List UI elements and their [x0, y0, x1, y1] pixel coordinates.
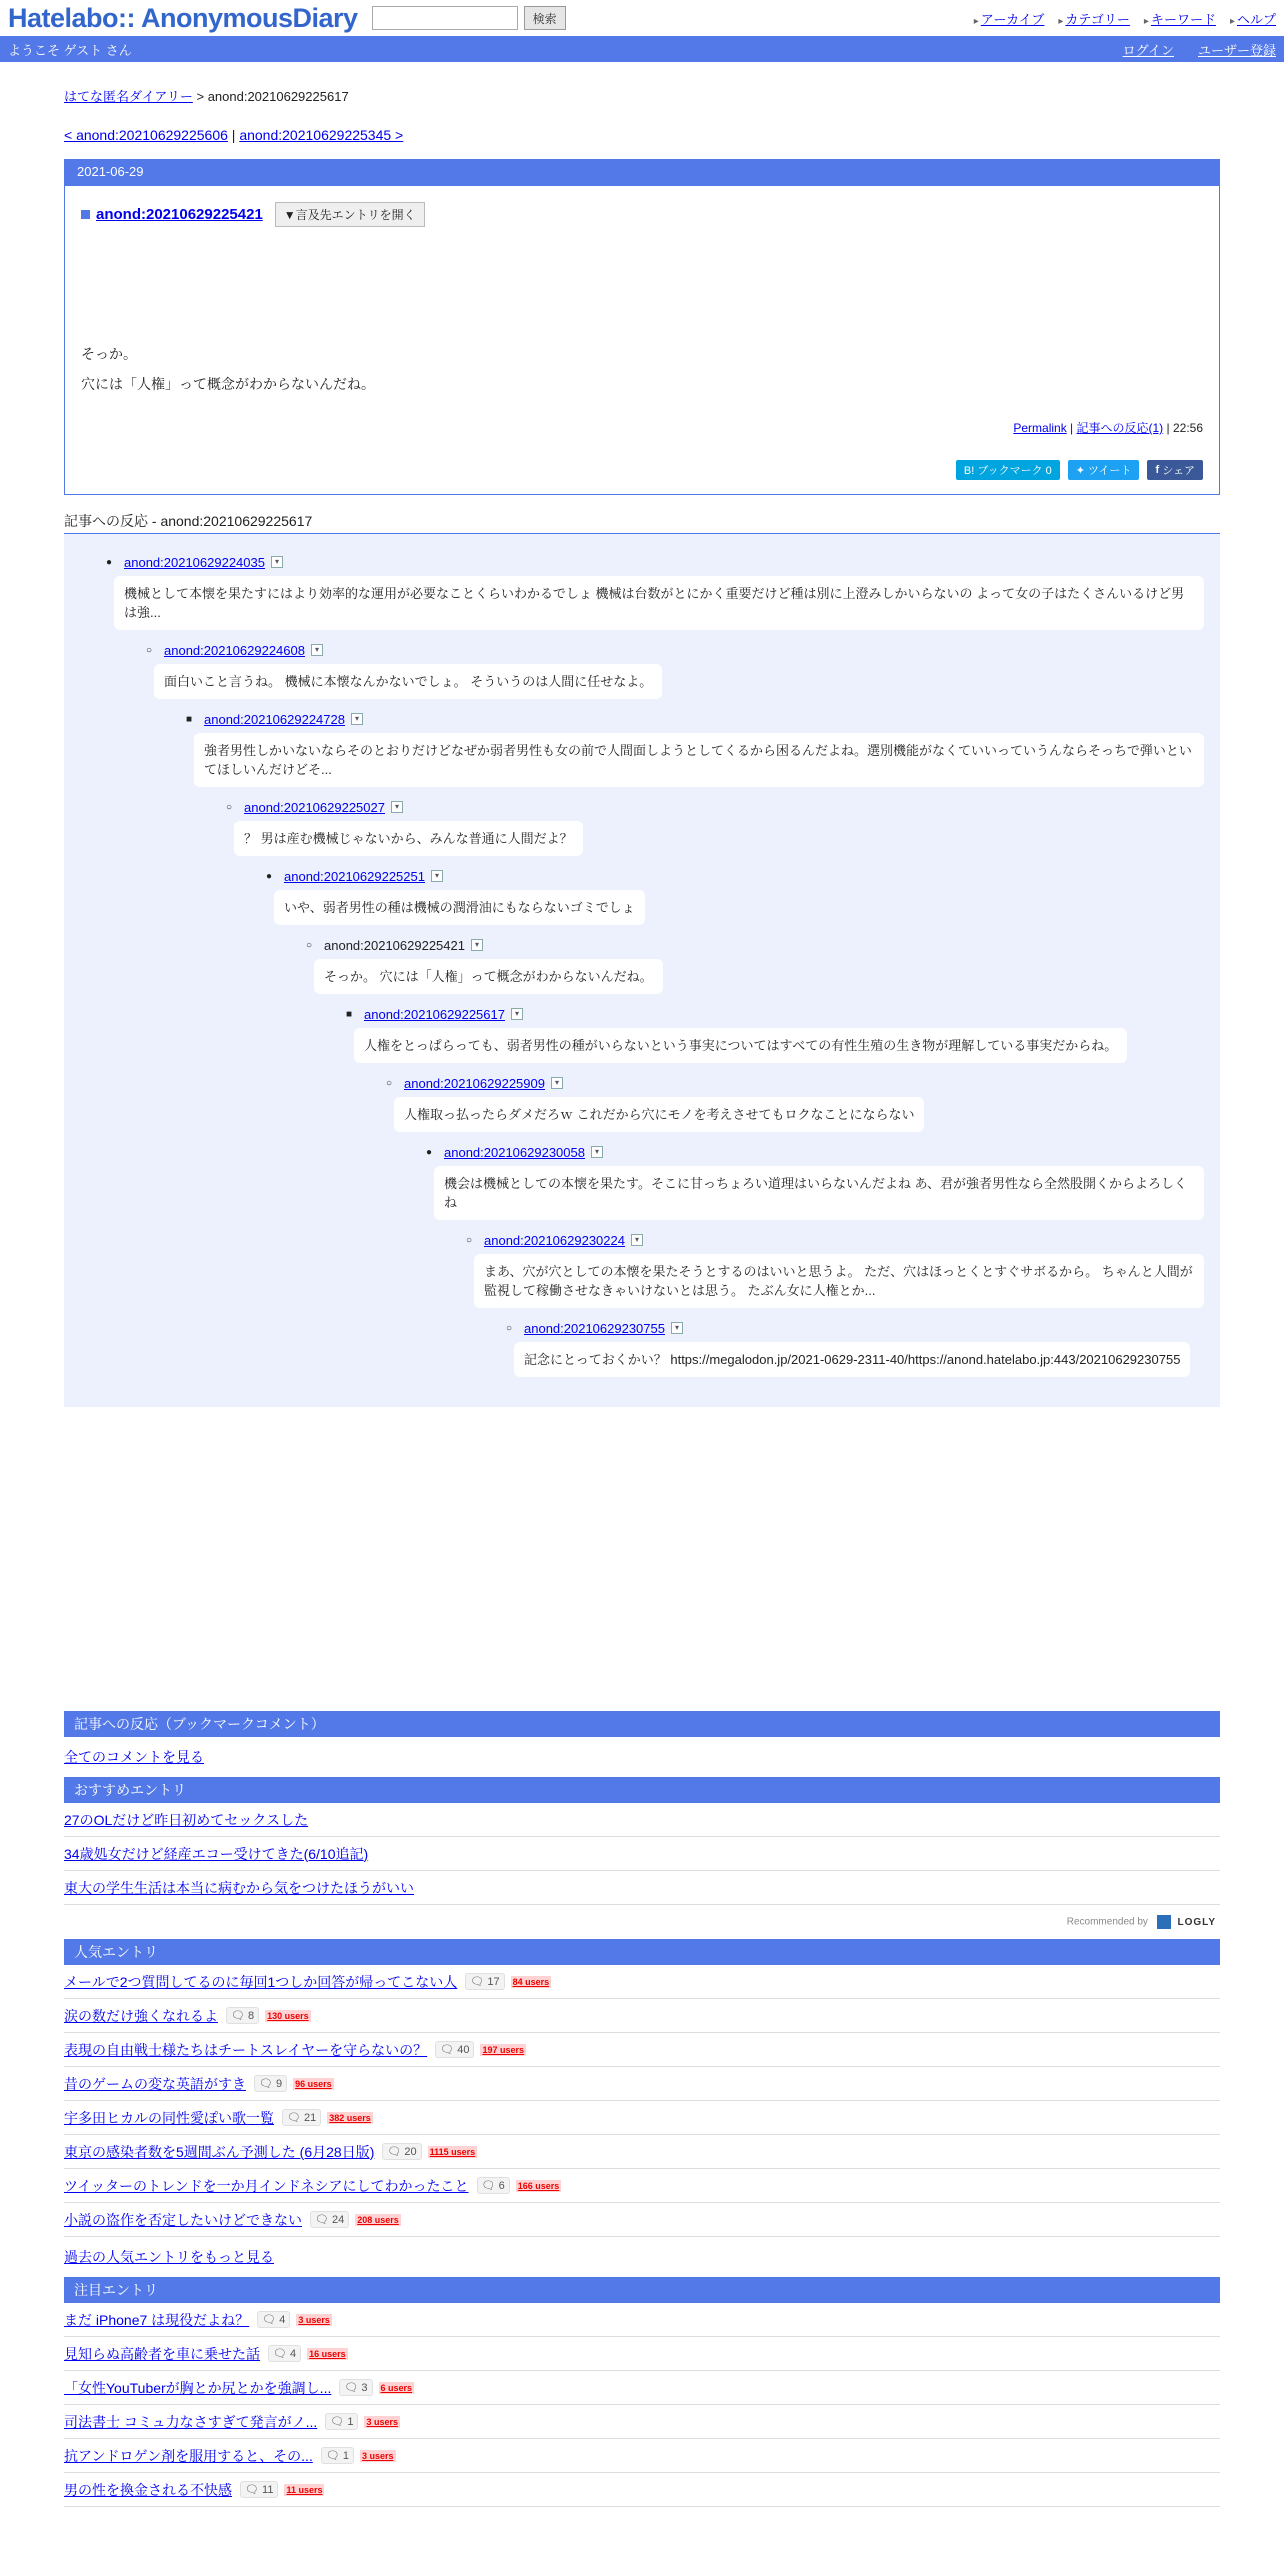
list-item	[64, 2169, 1220, 2203]
top-bar	[0, 0, 1284, 36]
expand-toggle-icon[interactable]: ▾	[471, 939, 483, 951]
search-input[interactable]	[372, 6, 518, 30]
comment-count-value: 24	[332, 2214, 345, 2226]
comment-icon: 🗨	[387, 2146, 405, 2158]
logly-credit	[64, 1905, 1220, 1939]
list-item	[64, 2371, 1220, 2405]
comment-icon: 🗨	[287, 2112, 305, 2124]
nav-keyword-link[interactable]: ▸ キーワード	[1144, 9, 1216, 28]
comment-count[interactable]	[465, 1973, 504, 1990]
comment-count[interactable]	[435, 2041, 474, 2058]
pager-separator: |	[231, 127, 236, 143]
comment-icon: 🗨	[273, 2348, 291, 2360]
bullet-icon: ○	[225, 801, 233, 813]
reply-id[interactable]: anond:20210629224728	[204, 711, 345, 727]
reply-text: まあ、穴が穴としての本懐を果たそうとするのはいいと思うよ。 ただ、穴はほっとくとすぐサボるから。 ちゃんと人間が監視して稼働させなきゃいけないとは思う。 たぶん女に人権とか...	[474, 1254, 1204, 1308]
bookmark-users-badge[interactable]: 166 users	[517, 2180, 560, 2191]
reply-text: 人権をとっぱらっても、弱者男性の種がいらないという事実についてはすべての有性生殖の生き物が理解している事実だからね。	[354, 1028, 1127, 1063]
entry-body	[81, 339, 1203, 399]
comment-count[interactable]	[257, 2311, 290, 2328]
popular-entry-link[interactable]: 涙の数だけ強くなれるよ	[64, 2007, 218, 2024]
welcome-text: ようこそ ゲスト さん	[8, 42, 132, 58]
search-button[interactable]: 検索	[524, 6, 566, 30]
next-entry-link[interactable]: anond:20210629225345 >	[239, 127, 404, 143]
list-item	[64, 2439, 1220, 2473]
bullet-icon: ○	[145, 644, 153, 656]
comment-count[interactable]	[254, 2075, 287, 2092]
refs-title: 記事への反応 - anond:20210629225617	[64, 511, 1220, 534]
comment-count-value: 11	[262, 2484, 274, 2496]
list-item	[64, 2101, 1220, 2135]
list-item	[64, 2405, 1220, 2439]
expand-toggle-icon[interactable]: ▾	[351, 713, 363, 725]
pager	[64, 127, 1220, 143]
reply-node	[64, 636, 1220, 705]
attention-entry-link[interactable]: 抗アンドロゲン剤を服用すると、その...	[64, 2447, 313, 2464]
bullet-icon: ○	[305, 939, 313, 951]
reply-node	[64, 862, 1220, 931]
breadcrumb	[64, 86, 1220, 105]
reply-node	[64, 1226, 1220, 1314]
reply-node	[64, 1138, 1220, 1226]
bookmark-users-badge[interactable]: 6 users	[380, 2382, 413, 2393]
attention-entry-link[interactable]: まだ iPhone7 は現役だよね？	[64, 2311, 250, 2328]
expand-toggle-icon[interactable]: ▾	[631, 1234, 643, 1246]
list-item	[64, 2067, 1220, 2101]
comment-icon: 🗨	[481, 2180, 499, 2192]
reply-text: 強者男性しかいないならそのとおりだけどなぜか弱者男性も女の前で人間面しようとしてくるから困るんだよね。選別機能がなくていいっていうんならそっちで弾いといてほしいんだけどそ...	[194, 733, 1204, 787]
popular-more-link[interactable]: 過去の人気エントリをもっと見る	[64, 2249, 274, 2265]
share-buttons	[81, 460, 1203, 480]
comment-count-value: 21	[304, 2112, 317, 2124]
list-item	[64, 2473, 1220, 2507]
reactions-link[interactable]: 記事への反応(1)	[1076, 421, 1164, 435]
reply-id[interactable]: anond:20210629225617	[364, 1006, 505, 1022]
reply-text: ？ 男は産む機械じゃないから、みんな普通に人間だよ？	[234, 821, 583, 856]
bookmark-users-badge[interactable]: 3 users	[366, 2416, 398, 2427]
bookmark-users-badge[interactable]: 11 users	[286, 2484, 323, 2495]
bookmark-users-badge[interactable]: 96 users	[295, 2078, 332, 2089]
top-nav	[974, 9, 1276, 28]
comment-count-value: 40	[457, 2044, 470, 2056]
breadcrumb-current: anond:20210629225617	[207, 89, 349, 104]
comment-count[interactable]	[240, 2481, 278, 2498]
breadcrumb-separator: >	[196, 89, 205, 104]
comment-count-value: 8	[248, 2010, 255, 2022]
attention-list	[64, 2303, 1220, 2507]
bookmark-comments-header: 記事への反応（ブックマークコメント）	[64, 1711, 1220, 1737]
list-item	[64, 2033, 1220, 2067]
entry-time: | 22:56	[1166, 421, 1203, 435]
comment-icon: 🗨	[315, 2214, 333, 2226]
comment-count-value: 4	[279, 2314, 286, 2326]
expand-toggle-icon[interactable]: ▾	[431, 870, 443, 882]
facebook-share-button[interactable]	[1147, 460, 1203, 480]
popular-entry-link[interactable]: 表現の自由戦士様たちはチートスレイヤーを守らないの？	[64, 2041, 428, 2058]
comment-icon: 🗨	[330, 2416, 348, 2428]
comment-count-value: 20	[404, 2146, 417, 2158]
reply-node	[64, 1069, 1220, 1138]
comment-icon: 🗨	[245, 2484, 263, 2496]
bird-icon: ✦	[1075, 464, 1089, 477]
tweet-label: ツイート	[1088, 465, 1132, 477]
list-item	[64, 2203, 1220, 2237]
comment-count-value: 1	[347, 2416, 354, 2428]
reply-id[interactable]: anond:20210629224035	[124, 554, 265, 570]
login-link[interactable]: ログイン	[1122, 42, 1174, 58]
popular-entry-link[interactable]: ツイッターのトレンドを一か月インドネシアにしてわかったこと	[64, 2177, 469, 2194]
tweet-button[interactable]	[1068, 460, 1140, 480]
comment-count[interactable]	[268, 2345, 301, 2362]
bullet-icon: ○	[465, 1234, 473, 1246]
expand-toggle-icon[interactable]: ▾	[671, 1322, 683, 1334]
comment-icon: 🗨	[259, 2078, 277, 2090]
reply-node	[64, 548, 1220, 636]
logly-prefix: Recommended by	[1066, 1916, 1148, 1928]
popular-entry-link[interactable]: 東京の感染者数を5週間ぶん予測した (6月28日版)	[64, 2143, 375, 2160]
main-content	[64, 62, 1220, 2507]
attention-header: 注目エントリ	[64, 2277, 1220, 2303]
comment-count[interactable]	[321, 2447, 354, 2464]
open-refs-button[interactable]: ▼言及先エントリを開く	[275, 202, 425, 227]
share-label: シェア	[1162, 465, 1195, 477]
reply-node	[64, 793, 1220, 862]
entry-body-line: 穴には「人権」って概念がわからないんだね。	[81, 376, 375, 392]
list-item	[64, 2303, 1220, 2337]
bullet-icon: ●	[105, 556, 113, 568]
reply-text: 記念にとっておくかい？ https://megalodon.jp/2021-0629-2311-40/https://anond.hatelabo.jp:443/20210629230755	[514, 1342, 1190, 1377]
permalink-link[interactable]: Permalink	[1013, 421, 1067, 435]
expand-toggle-icon[interactable]: ▾	[271, 556, 283, 568]
expand-toggle-icon[interactable]: ▾	[311, 644, 323, 656]
comment-icon: 🗨	[440, 2044, 458, 2056]
reply-id[interactable]: anond:20210629225027	[244, 799, 385, 815]
bullet-icon: ○	[505, 1322, 513, 1334]
attention-entry-link[interactable]: 見知らぬ高齢者を車に乗せた話	[64, 2345, 260, 2362]
reply-text: 人権取っ払ったらダメだろｗ これだから穴にモノを考えさせてもロクなことにならない	[394, 1097, 924, 1132]
list-item	[64, 1803, 1220, 1837]
comment-count-value: 6	[498, 2180, 505, 2192]
bullet-icon: ■	[185, 713, 193, 725]
bookmark-users-badge[interactable]: 1115 users	[429, 2146, 476, 2157]
reply-id[interactable]: anond:20210629224608	[164, 642, 305, 658]
entry-square-icon	[81, 210, 90, 219]
attention-entry-link[interactable]: 男の性を換金される不快感	[64, 2481, 232, 2498]
reply-id[interactable]: anond:20210629225251	[284, 868, 425, 884]
list-item	[64, 1871, 1220, 1905]
logly-name[interactable]: LOGLY	[1177, 1916, 1216, 1928]
comment-count-value: 3	[361, 2382, 368, 2394]
entry-title-link[interactable]: anond:20210629225421	[96, 206, 263, 223]
reply-text: 面白いこと言うね。 機械に本懐なんかないでしょ。 そういうのは人間に任せなよ。	[154, 664, 662, 699]
reply-text: 機会は機械としての本懐を果たす。そこに甘っちょろい道理はいらないんだよね あ、君が強者男性なら全然股開くからよろしくね	[434, 1166, 1204, 1220]
comment-count-value: 17	[487, 1976, 500, 1988]
reply-id[interactable]: anond:20210629225909	[404, 1075, 545, 1091]
recommended-list	[64, 1803, 1220, 1905]
expand-toggle-icon[interactable]: ▾	[591, 1146, 603, 1158]
bookmark-users-badge[interactable]: 16 users	[309, 2348, 346, 2359]
reply-id[interactable]: anond:20210629230224	[484, 1232, 625, 1248]
reply-text: 機械として本懐を果たすにはより効率的な運用が必要なことくらいわかるでしょ 機械は台数がとにかく重要だけど種は別に上澄みしかいらないの よって女の子はたくさんいるけど男は強...	[114, 576, 1204, 630]
comment-count-value: 9	[276, 2078, 283, 2090]
bullet-icon: ■	[345, 1008, 353, 1020]
expand-toggle-icon[interactable]: ▾	[511, 1008, 523, 1020]
comment-count[interactable]	[282, 2109, 321, 2126]
site-logo[interactable]: Hatelabo:: AnonymousDiary	[8, 2, 358, 33]
list-item	[64, 1999, 1220, 2033]
expand-toggle-icon[interactable]: ▾	[391, 801, 403, 813]
bullet-icon: ○	[385, 1077, 393, 1089]
breadcrumb-root-link[interactable]: はてな匿名ダイアリー	[64, 89, 193, 104]
welcome-bar	[0, 36, 1284, 62]
popular-header: 人気エントリ	[64, 1939, 1220, 1965]
comment-icon: 🗨	[325, 2450, 343, 2462]
hatebu-button[interactable]: B! ブックマーク 0	[956, 460, 1060, 480]
bookmark-users-badge[interactable]: 382 users	[329, 2112, 371, 2123]
recommended-header: おすすめエントリ	[64, 1777, 1220, 1803]
entry-body-line: そっか。	[81, 346, 137, 362]
comment-count[interactable]	[310, 2211, 349, 2228]
comment-icon: 🗨	[262, 2314, 280, 2326]
reply-node	[64, 1000, 1220, 1069]
bookmark-users-badge[interactable]: 84 users	[512, 1976, 550, 1987]
comment-count[interactable]	[339, 2379, 372, 2396]
nav-help-link[interactable]: ▸ ヘルプ	[1230, 9, 1276, 28]
all-comments-link[interactable]: 全てのコメントを見る	[64, 1749, 204, 1765]
nav-category-link[interactable]: ▸ カテゴリー	[1058, 9, 1130, 28]
bookmark-users-badge[interactable]: 3 users	[361, 2450, 394, 2461]
popular-entry-link[interactable]: 小説の盗作を否定したいけどできない	[64, 2211, 302, 2228]
refs-tree	[64, 534, 1220, 1407]
nav-archive-link[interactable]: ▸ アーカイブ	[974, 9, 1045, 28]
prev-entry-link[interactable]: < anond:20210629225606	[64, 127, 228, 143]
reply-node	[64, 1314, 1220, 1383]
attention-entry-link[interactable]: 司法書士 コミュ力なさすぎて発言がノ...	[64, 2413, 318, 2430]
comment-count[interactable]	[382, 2143, 421, 2160]
bullet-icon: ●	[265, 870, 273, 882]
entry-date: 2021-06-29	[65, 160, 1219, 186]
bookmark-users-badge[interactable]: 3 users	[298, 2314, 330, 2325]
comment-count-value: 4	[290, 2348, 297, 2360]
bookmark-users-badge[interactable]: 130 users	[267, 2010, 309, 2021]
comment-count[interactable]	[325, 2413, 358, 2430]
popular-entry-link[interactable]: 宇多田ヒカルの同性愛ぽい歌一覧	[64, 2109, 274, 2126]
recommended-link[interactable]: 東大の学生生活は本当に病むから気をつけたほうがいい	[64, 1879, 414, 1896]
bullet-icon: ●	[425, 1146, 433, 1158]
recommended-link[interactable]: 34歳処女だけど経産エコー受けてきた(6/10追記)	[64, 1845, 369, 1862]
register-link[interactable]: ユーザー登録	[1197, 42, 1276, 58]
entry-box	[64, 159, 1220, 495]
comment-icon: 🗨	[344, 2382, 362, 2394]
bookmark-users-badge[interactable]: 197 users	[482, 2044, 524, 2055]
logly-icon	[1157, 1915, 1171, 1929]
popular-entry-link[interactable]: 昔のゲームの変な英語がすき	[64, 2075, 246, 2092]
recommended-link[interactable]: 27のOLだけど昨日初めてセックスした	[64, 1811, 309, 1828]
reply-text: いや、弱者男性の種は機械の潤滑油にもならないゴミでしょ	[274, 890, 645, 925]
bookmark-users-badge[interactable]: 208 users	[357, 2214, 399, 2225]
popular-entry-link[interactable]: メールで2つ質問してるのに毎回1つしか回答が帰ってこない人	[64, 1973, 458, 1990]
popular-list	[64, 1965, 1220, 2237]
comment-count[interactable]	[226, 2007, 259, 2024]
comment-count-value: 1	[342, 2450, 349, 2462]
expand-toggle-icon[interactable]: ▾	[551, 1077, 563, 1089]
attention-entry-link[interactable]: 「女性YouTuberが胸とか尻とかを強調し...	[64, 2379, 332, 2396]
reply-node	[64, 931, 1220, 1000]
comment-count[interactable]	[477, 2177, 510, 2194]
list-item	[64, 1837, 1220, 1871]
list-item	[64, 1965, 1220, 1999]
reply-id: anond:20210629225421	[324, 937, 465, 953]
comment-icon: 🗨	[231, 2010, 249, 2022]
facebook-icon: f	[1155, 464, 1163, 476]
comment-icon: 🗨	[470, 1976, 488, 1988]
list-item	[64, 2337, 1220, 2371]
list-item	[64, 2135, 1220, 2169]
reply-node	[64, 705, 1220, 793]
reply-id[interactable]: anond:20210629230058	[444, 1144, 585, 1160]
reply-text: そっか。 穴には「人権」って概念がわからないんだね。	[314, 959, 663, 994]
entry-meta: Permalink | 記事への反応(1) | 22:56	[1013, 421, 1203, 435]
reply-id[interactable]: anond:20210629230755	[524, 1320, 665, 1336]
